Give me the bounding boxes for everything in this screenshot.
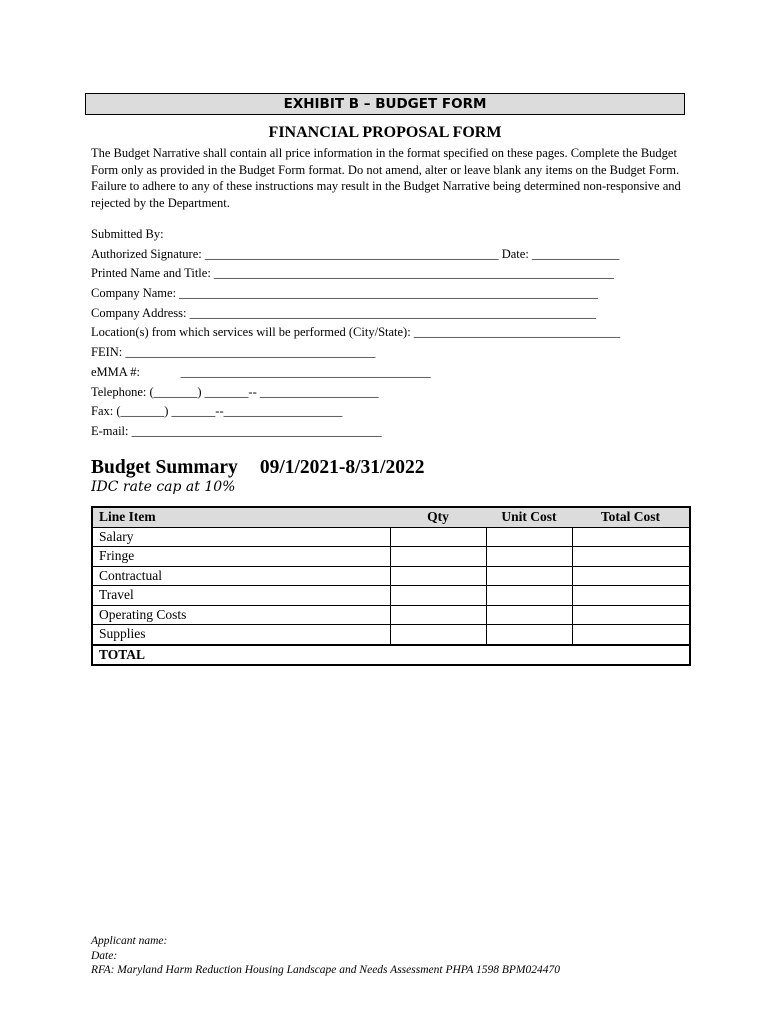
table-row xyxy=(92,547,690,567)
authorized-signature-field[interactable]: Authorized Signature: _______________________________________________ Date: ______________ xyxy=(91,246,620,261)
service-locations-field[interactable]: Location(s) from which services will be performed (City/State): _________________________________ xyxy=(91,325,621,340)
qty-cell[interactable] xyxy=(390,625,486,645)
budget-table xyxy=(91,506,691,666)
idc-rate-note: IDC rate cap at 10% xyxy=(91,479,236,495)
col-header-total-cost: Total Cost xyxy=(572,507,690,527)
col-header-unit-cost: Unit Cost xyxy=(486,507,572,527)
exhibit-title: EXHIBIT B – BUDGET FORM xyxy=(85,93,685,115)
row-label-contractual: Contractual xyxy=(92,566,390,586)
total-cost-cell[interactable] xyxy=(572,566,690,586)
row-label-fringe: Fringe xyxy=(92,547,390,567)
page-footer xyxy=(91,934,560,978)
total-cost-cell[interactable] xyxy=(572,586,690,606)
col-header-line-item: Line Item xyxy=(92,507,390,527)
qty-cell[interactable] xyxy=(390,605,486,625)
printed-name-title-field[interactable]: Printed Name and Title: ________________________________________________________________ xyxy=(91,266,614,281)
row-label-salary: Salary xyxy=(92,527,390,547)
submitted-by-label: Submitted By: xyxy=(91,227,164,241)
fein-field[interactable]: FEIN: ________________________________________ xyxy=(91,345,376,360)
qty-cell[interactable] xyxy=(390,547,486,567)
unit-cost-cell[interactable] xyxy=(486,547,572,567)
table-row xyxy=(92,605,690,625)
unit-cost-cell[interactable] xyxy=(486,625,572,645)
email-field[interactable]: E-mail: ________________________________________ xyxy=(91,423,382,438)
table-row xyxy=(92,625,690,645)
row-label-supplies: Supplies xyxy=(92,625,390,645)
total-cost-cell[interactable] xyxy=(572,605,690,625)
total-cost-cell[interactable] xyxy=(572,625,690,645)
qty-cell[interactable] xyxy=(390,527,486,547)
company-name-field[interactable]: Company Name: ___________________________________________________________________ xyxy=(91,286,598,301)
instructions-paragraph: The Budget Narrative shall contain all price information in the format specified on these pages. Complete the Budget Form only as provided in the Budget Form format. Do not amend, alter or leave blank any items on the Budget Form. Failure to adhere to any of these instructions may result in the Budget Narrative being determined non-responsive and rejected by the Department. xyxy=(91,146,681,210)
unit-cost-cell[interactable] xyxy=(486,605,572,625)
budget-period: 09/1/2021-8/31/2022 xyxy=(259,457,425,478)
company-address-field[interactable]: Company Address: _________________________________________________________________ xyxy=(91,305,596,320)
budget-summary-title: Budget Summary xyxy=(91,457,238,478)
form-title: FINANCIAL PROPOSAL FORM xyxy=(268,124,502,141)
table-row xyxy=(92,586,690,606)
table-row xyxy=(92,527,690,547)
fax-field[interactable]: Fax: (_______) _______--___________________ xyxy=(91,404,343,419)
total-cost-cell[interactable] xyxy=(572,527,690,547)
emma-field[interactable]: eMMA #: ________________________________________ xyxy=(91,364,431,379)
total-cost-cell[interactable] xyxy=(572,547,690,567)
unit-cost-cell[interactable] xyxy=(486,566,572,586)
telephone-field[interactable]: Telephone: (_______) _______-- ___________________ xyxy=(91,384,379,399)
col-header-qty: Qty xyxy=(390,507,486,527)
unit-cost-cell[interactable] xyxy=(486,586,572,606)
submitter-fields xyxy=(91,225,711,442)
total-label: TOTAL xyxy=(92,645,690,666)
row-label-operating-costs: Operating Costs xyxy=(92,605,390,625)
table-row xyxy=(92,566,690,586)
row-label-travel: Travel xyxy=(92,586,390,606)
qty-cell[interactable] xyxy=(390,586,486,606)
budget-table-header xyxy=(92,507,690,527)
footer-date: Date: xyxy=(91,949,118,962)
total-row xyxy=(92,645,690,666)
qty-cell[interactable] xyxy=(390,566,486,586)
footer-rfa: RFA: Maryland Harm Reduction Housing Landscape and Needs Assessment PHPA 1598 BPM024470 xyxy=(91,964,561,976)
footer-applicant-name: Applicant name: xyxy=(91,935,168,947)
unit-cost-cell[interactable] xyxy=(486,527,572,547)
budget-summary-heading xyxy=(91,456,424,480)
